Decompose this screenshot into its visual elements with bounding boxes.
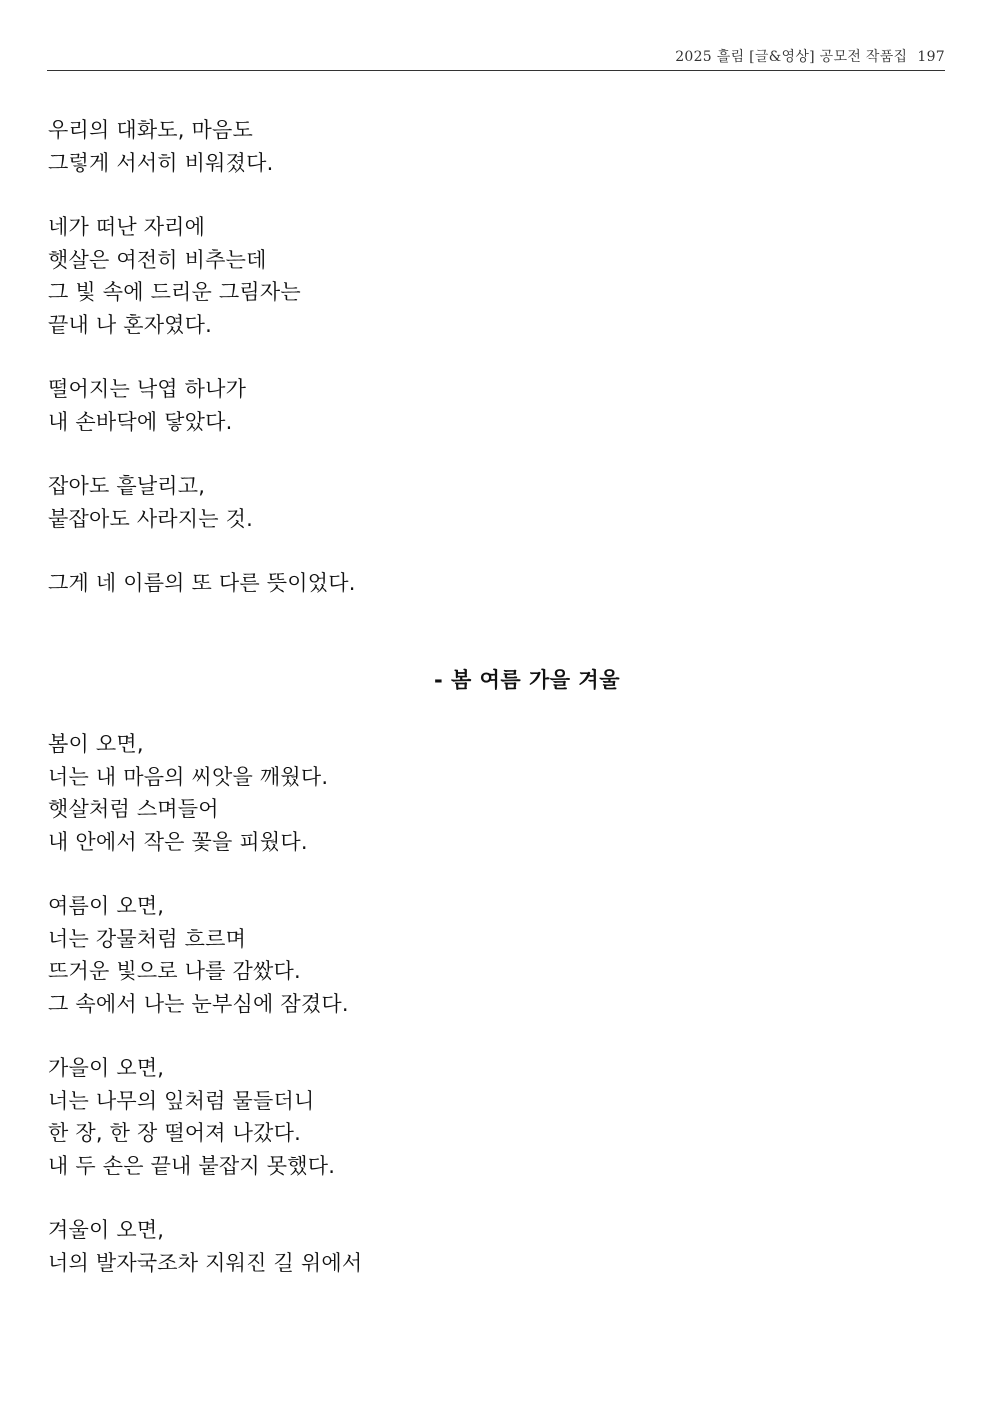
poem-line: 그게 네 이름의 또 다른 뜻이었다. — [48, 571, 356, 595]
poem-line: 너는 내 마음의 씨앗을 깨웠다. — [48, 764, 329, 789]
poem-line: 내 손바닥에 닿았다. — [48, 409, 233, 434]
poem-line: 네가 떠난 자리에 — [48, 215, 206, 239]
poem-line: 한 장, 한 장 떨어져 나갔다. — [48, 1121, 301, 1145]
stanza-summer — [48, 890, 946, 1020]
poem-line: 우리의 대화도, 마음도 — [48, 118, 253, 142]
stanza — [48, 373, 946, 438]
poem-line: 잡아도 흩날리고, — [48, 474, 206, 498]
stanza — [48, 470, 946, 535]
poem-line: 햇살은 여전히 비추는데 — [48, 247, 267, 272]
page-number: 197 — [917, 49, 945, 65]
stanza-autumn — [48, 1052, 946, 1182]
poem-line: 가을이 오면, — [48, 1056, 165, 1080]
stanza — [48, 567, 946, 600]
poem-continued — [48, 114, 946, 600]
poem-line: 내 두 손은 끝내 붙잡지 못했다. — [48, 1153, 336, 1178]
poem-line: 봄이 오면, — [48, 732, 144, 756]
poem-line: 붙잡아도 사라지는 것. — [48, 506, 253, 531]
poem-line: 여름이 오면, — [48, 894, 165, 918]
header-text — [675, 46, 945, 66]
poem-line: 너는 강물처럼 흐르며 — [48, 926, 247, 951]
poem-line: 뜨거운 빛으로 나를 감쌌다. — [48, 959, 301, 983]
header-title: 2025 흘림 [글&영상] 공모전 작품집 — [675, 49, 908, 65]
poem-line: 그 속에서 나는 눈부심에 잠겼다. — [48, 991, 349, 1016]
poem-title: - 봄 여름 가을 겨울 — [434, 667, 620, 692]
stanza — [48, 114, 946, 179]
poem-line: 햇살처럼 스며들어 — [48, 797, 219, 821]
stanza — [48, 211, 946, 341]
poem-line: 너의 발자국조차 지워진 길 위에서 — [48, 1250, 363, 1275]
poem-line: 그 빛 속에 드리운 그림자는 — [48, 280, 301, 304]
poem-line: 내 안에서 작은 꽃을 피웠다. — [48, 829, 308, 854]
poem-line: 너는 나무의 잎처럼 물들더니 — [48, 1088, 315, 1113]
poem-line: 끝내 나 혼자였다. — [48, 312, 213, 337]
poem-seasons — [48, 728, 946, 1279]
stanza-winter — [48, 1214, 946, 1279]
poem-line: 떨어지는 낙엽 하나가 — [48, 377, 247, 401]
page-header — [47, 44, 945, 71]
poem-line: 그렇게 서서히 비워졌다. — [48, 150, 274, 175]
page-body — [48, 114, 946, 1311]
poem-line: 겨울이 오면, — [48, 1218, 165, 1242]
stanza-spring — [48, 728, 946, 858]
